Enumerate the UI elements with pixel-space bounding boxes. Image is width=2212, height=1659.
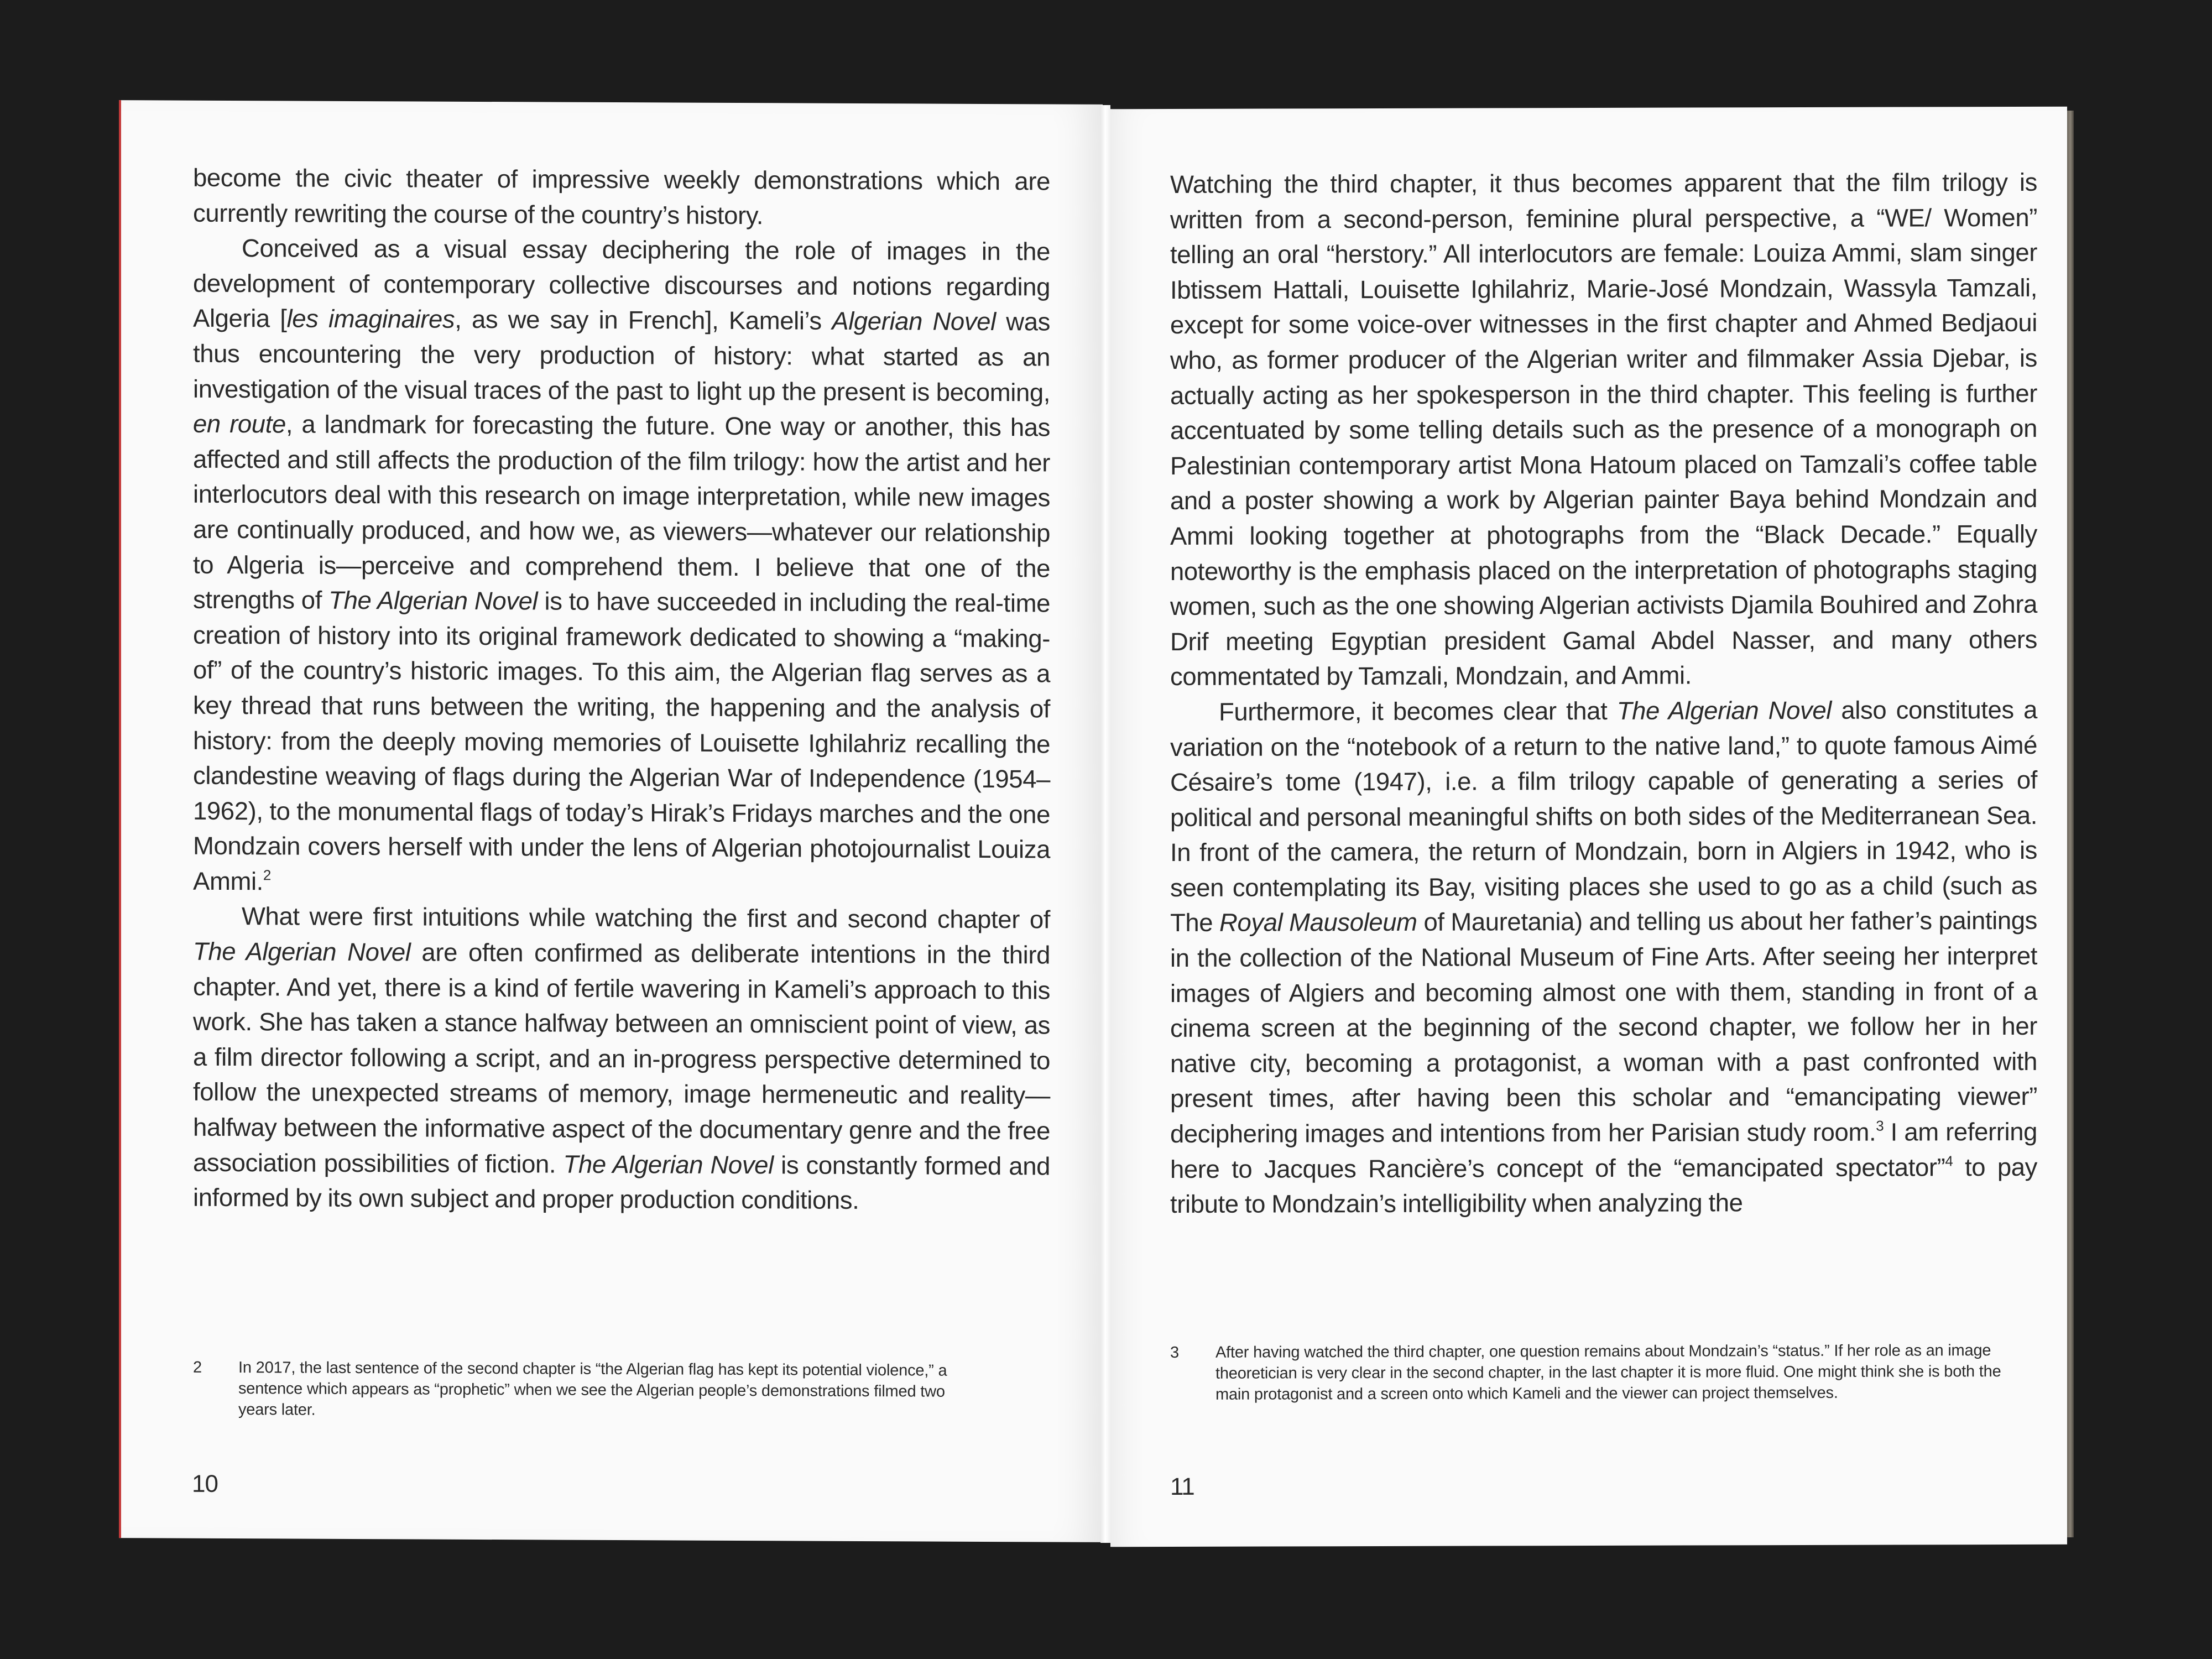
italic-title: Royal Mausoleum bbox=[1219, 908, 1417, 937]
text-run: is to have succeeded in including the real-time creation of history into its original framework dedicated to showing a “making-of” of the country’s historic images. To this aim, the Algerian flag serves as a key thread that runs between the writing, the happening and the analysis of history: from the deeply moving memories of Louisette Ighilahriz recalling the clandestine weaving of flags during the Algerian War of Independence (1954–1962), to the monumental flags of today’s Hirak’s Fridays marches and the one Mondzain covers herself with under the lens of Algerian photojournalist Louiza Ammi. bbox=[193, 587, 1051, 896]
footnote-number: 2 bbox=[193, 1358, 202, 1376]
italic-title: The Algerian Novel bbox=[1616, 696, 1832, 725]
footnote-number: 3 bbox=[1170, 1343, 1179, 1361]
left-page bbox=[119, 100, 1103, 1542]
book-gutter bbox=[1100, 105, 1110, 1543]
italic-title: Algerian Novel bbox=[832, 307, 996, 336]
text-run: also constitutes a variation on the “notebook of a return to the native land,” to quote famous Aimé Césaire’s tome (1947), i.e. a film trilogy capable of generating a series of political and personal meaningful shifts on both sides of the Mediterranean Sea. In front of the camera, the return of Mondzain, born in Algiers in 1942, who is seen contemplating its Bay, visiting places she used to go as a child (such as The bbox=[1170, 695, 2037, 937]
paragraph bbox=[193, 231, 1050, 902]
text-run: are often confirmed as deliberate intentions in the third chapter. And yet, there is a kind of fertile wavering in Kameli’s approach to this work. She has taken a stance halfway between an omniscient point of view, as a film director following a script, and an in-progress perspective determined to follow the unexpected streams of memory, image hermeneutic and reality—halfway between the informative aspect of the documentary genre and the free association possibilities of fiction. bbox=[193, 938, 1051, 1178]
text-run: What were first intuitions while watching the first and second chapter of bbox=[242, 902, 1050, 934]
text-run: I am referring here to Jacques Rancière’s concept of the “emancipated spectator” bbox=[1170, 1117, 2038, 1183]
page-number: 10 bbox=[192, 1470, 218, 1498]
left-page-footnote bbox=[193, 1357, 978, 1423]
italic-title: les imaginaires bbox=[286, 304, 455, 334]
footnote-reference[interactable]: 4 bbox=[1945, 1152, 1953, 1169]
page-number: 11 bbox=[1170, 1473, 1194, 1500]
text-run: to pay tribute to Mondzain’s intelligibility when analyzing the bbox=[1170, 1152, 2037, 1219]
text-run: become the civic theater of impressive weekly demonstrations which are currently rewriting the course of the country’s history. bbox=[193, 163, 1050, 229]
page-block-edge bbox=[2067, 111, 2074, 1537]
left-page-body bbox=[193, 160, 1050, 1219]
italic-title: The Algerian Novel bbox=[328, 586, 538, 615]
italic-title: en route bbox=[193, 409, 286, 439]
right-page-footnote bbox=[1170, 1340, 2011, 1405]
italic-title: The Algerian Novel bbox=[563, 1150, 774, 1179]
text-run: Watching the third chapter, it thus becomes apparent that the film trilogy is written from a second-person, feminine plural perspective, a “WE/ Women” telling an oral “herstory.” All interlocutors are female: Louiza Ammi, slam singer Ibtissem Hattali, Louisette Ighilahriz, Marie-José Mondzain, Wassyla Tamzali, except for some voice-over witnesses in the first chapter and Ahmed Bedjaoui who, as former producer of the Algerian writer and filmmaker Assia Djebar, is actually acting as her spokesperson in the third chapter. This feeling is further accentuated by some telling details such as the presence of a monograph on Palestinian contemporary artist Mona Hatoum placed on Tamzali’s coffee table and a poster showing a work by Algerian painter Baya behind Mondzain and Ammi looking together at photographs from the “Black Decade.” Equally noteworthy is the emphasis placed on the interpretation of photographs staging women, such as the one showing Algerian activists Djamila Bouhired and Zohra Drif meeting Egyptian president Gamal Abdel Nasser, and many others commentated by Tamzali, Mondzain, and Ammi. bbox=[1170, 168, 2037, 691]
italic-title: The Algerian Novel bbox=[193, 937, 411, 967]
footnote-reference[interactable]: 2 bbox=[263, 867, 271, 884]
text-run: Conceived as a visual essay deciphering the role of images in the development of contemporary collective discourses and notions regarding Algeria [ bbox=[193, 234, 1050, 333]
text-run: is constantly formed and informed by its own subject and proper production conditions. bbox=[193, 1150, 1050, 1215]
paragraph bbox=[1170, 692, 2037, 1222]
text-run: Furthermore, it becomes clear that bbox=[1219, 696, 1617, 726]
right-page-body bbox=[1170, 165, 2037, 1222]
text-run: , a landmark for forecasting the future. One way or another, this has affected and still affects the production of the film trilogy: how the artist and her interlocutors deal with this research on image interpretation, while new images are continually produced, and how we, as viewers—whatever our relationship to Algeria is—perceive and comprehend them. I believe that one of the strengths of bbox=[193, 410, 1050, 614]
footnote-text: After having watched the third chapter, one question remains about Mondzain’s “status.” If her role as an image theoretician is very clear in the second chapter, in the last chapter it is more fluid. One might think she is both the main protagonist and a screen onto which Kameli and the viewer can project themselves. bbox=[1215, 1342, 2001, 1404]
text-run: , as we say in French], Kameli’s bbox=[455, 305, 832, 336]
paragraph bbox=[193, 899, 1050, 1219]
text-run: of Mauretania) and telling us about her father’s paintings in the collection of the National Museum of Fine Arts. After seeing her interpret images of Algiers and becoming almost one with them, standing in front of a cinema screen at the beginning of the second chapter, we follow her in her native city, becoming a protagonist, a woman with a past confronted with present times, after having been this scholar and “emancipating viewer” deciphering images and intentions from her Parisian study room. bbox=[1170, 906, 2038, 1149]
paragraph bbox=[193, 160, 1050, 234]
footnote-reference[interactable]: 3 bbox=[1876, 1117, 1884, 1134]
paragraph bbox=[1170, 165, 2037, 695]
text-run: was thus encountering the very production of history: what started as an investigation of the visual traces of the past to light up the present is becoming, bbox=[193, 307, 1050, 407]
right-page bbox=[1110, 107, 2067, 1547]
footnote-text: In 2017, the last sentence of the second chapter is “the Algerian flag has kept its potential violence,” a sentence which appears as “prophetic” when we see the Algerian people’s demonstrations filmed two years later. bbox=[238, 1359, 947, 1419]
